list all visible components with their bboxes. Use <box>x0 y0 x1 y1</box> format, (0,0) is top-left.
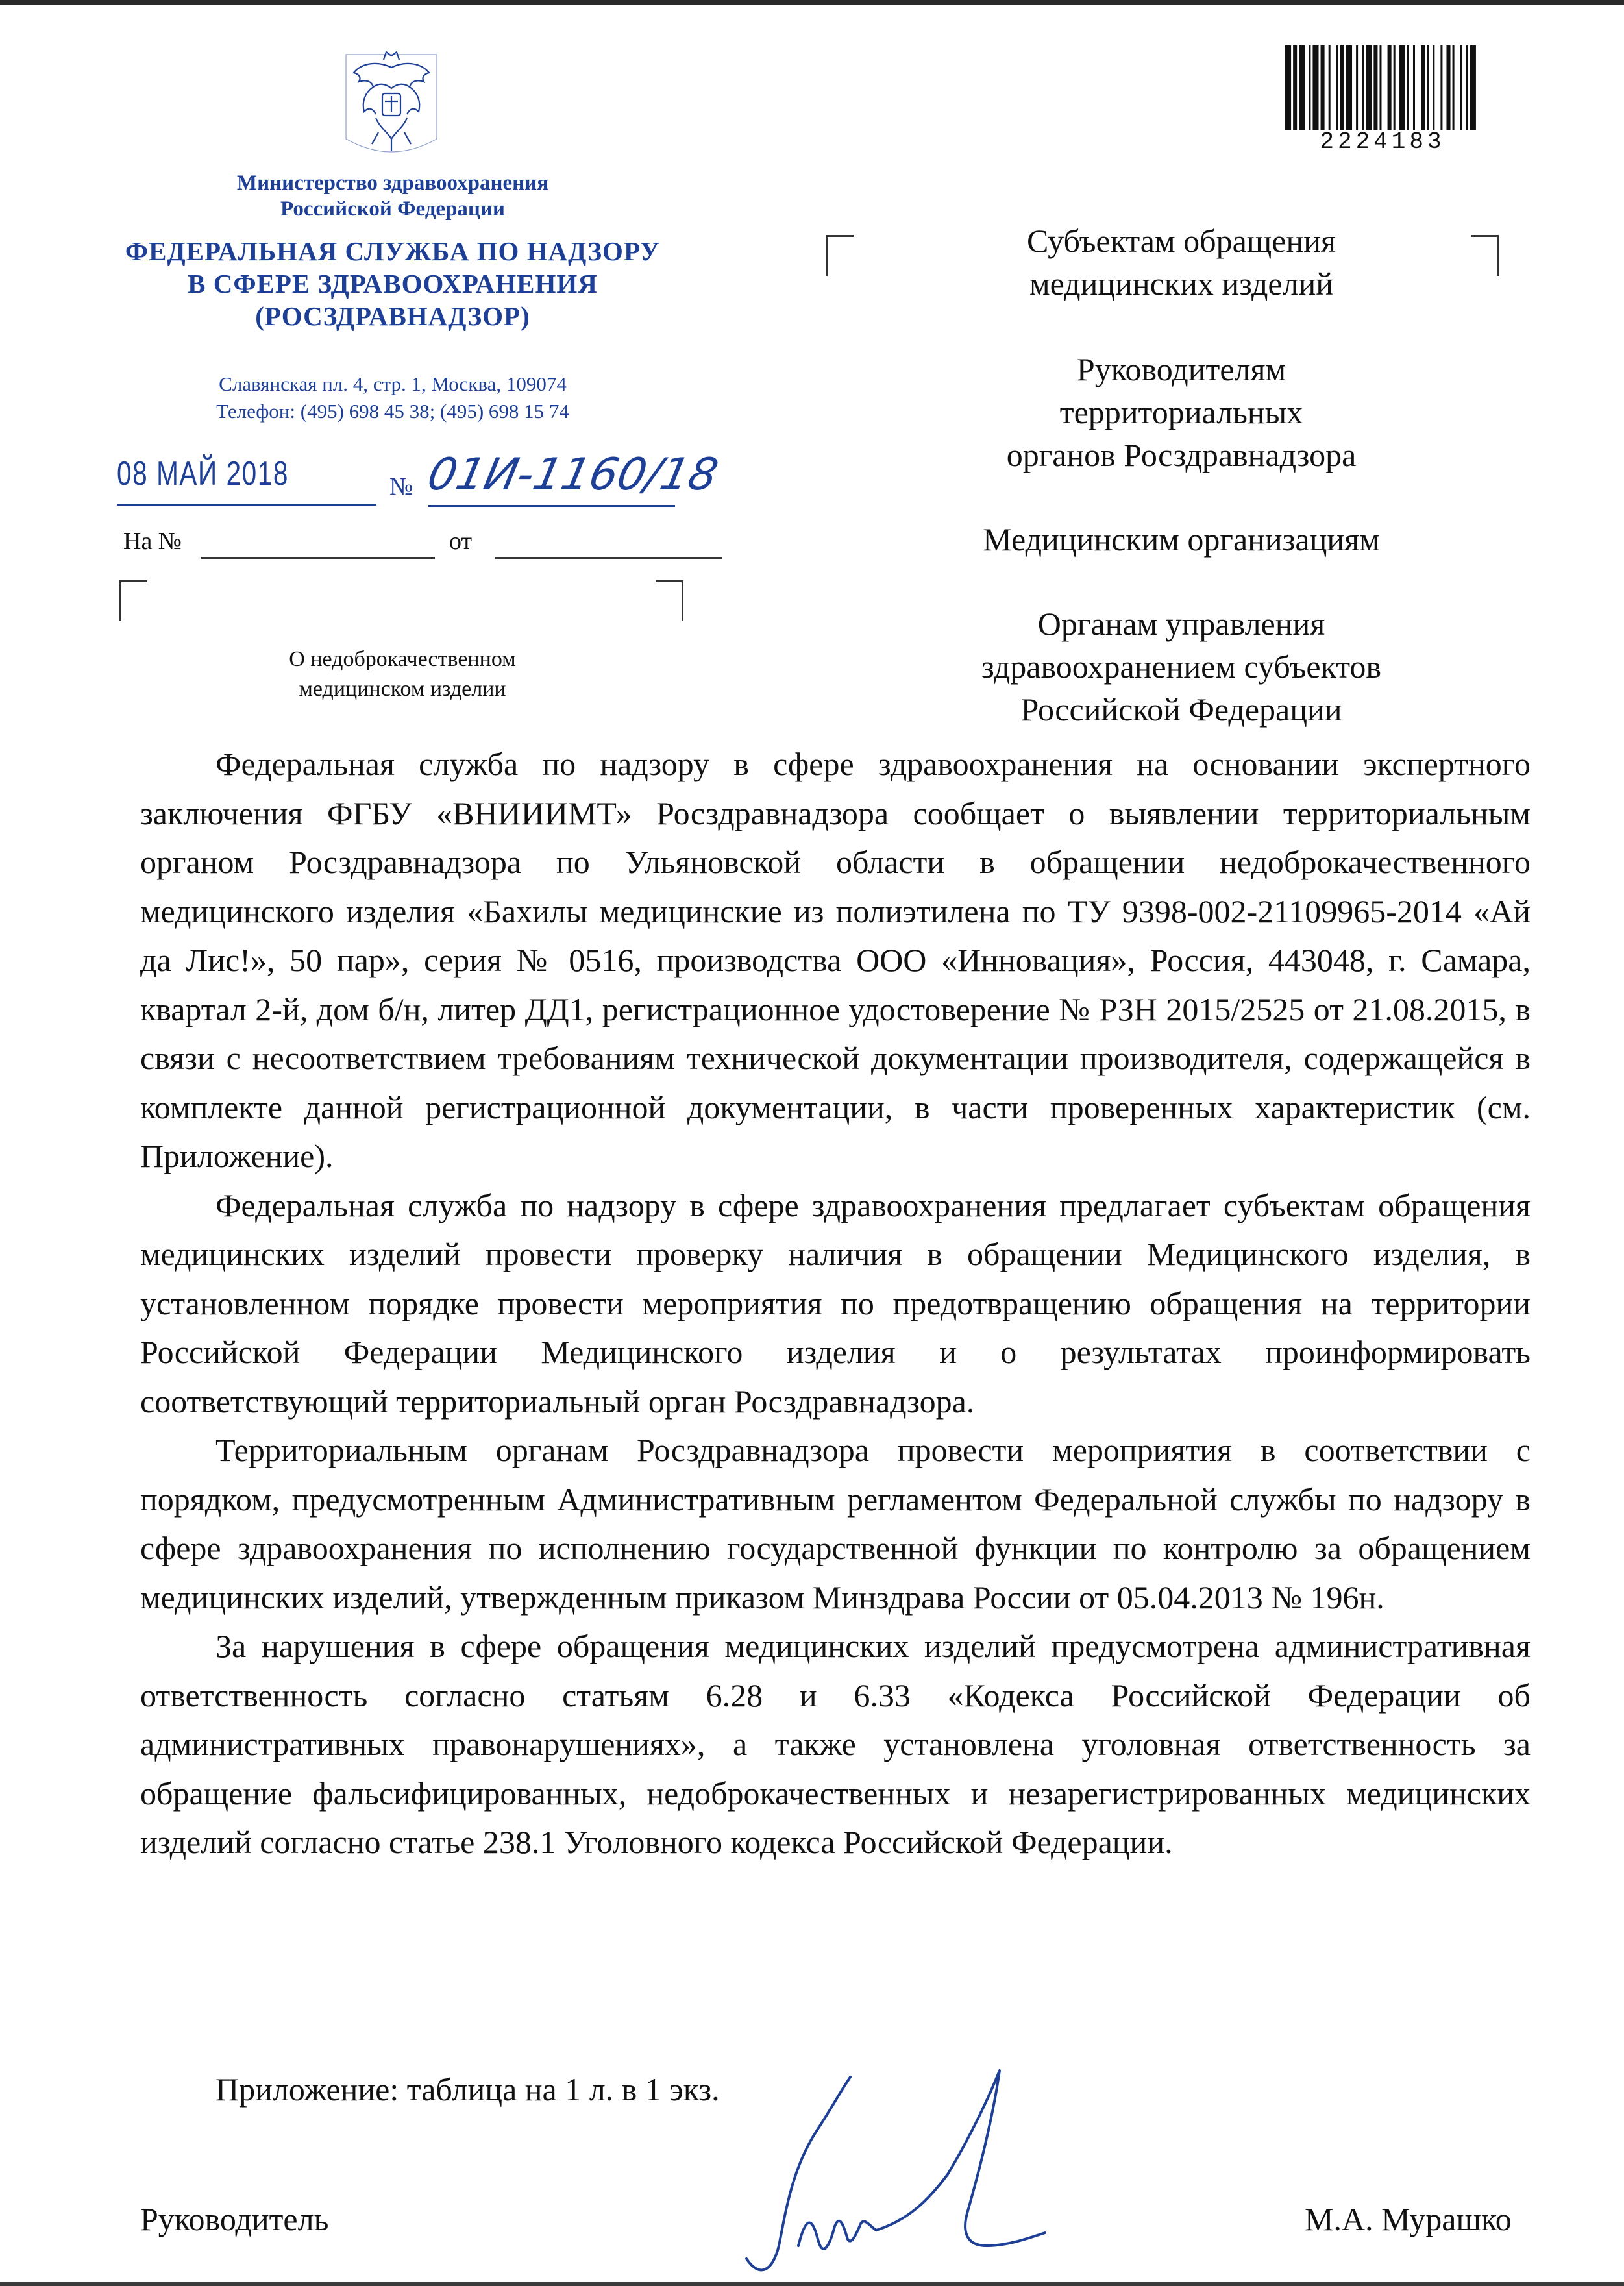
service-name-line-2: В СФЕРЕ ЗДРАВООХРАНЕНИЯ <box>188 269 598 299</box>
ref-date-underline <box>495 557 722 559</box>
barcode-bar <box>1394 45 1396 130</box>
registration-date-stamp: 08 МАЙ 2018 <box>117 455 289 493</box>
barcode-bar <box>1309 45 1310 130</box>
addressee-corner-right <box>1471 235 1499 276</box>
addressee-line: Руководителям <box>1076 351 1286 387</box>
barcode-bar <box>1470 45 1476 130</box>
barcode-bar <box>1466 45 1468 130</box>
ministry-name-line-2: Российской Федерации <box>280 197 505 221</box>
barcode-bar <box>1427 45 1429 130</box>
barcode-bar <box>1285 45 1291 130</box>
barcode-bar <box>1299 45 1305 130</box>
body-paragraph-1: Федеральная служба по надзору в сфере здравоохранения на основании экспертного заключения ФГБУ «ВНИИИМТ» Росздравнадзора сообщает о выявлении территориальным органом Росздравнадзора по Ульяновской области в обращении недоброкачественного медицинского изделия «Бахилы медицинские из полиэтилена по ТУ 9398-002-21109965-2014 «Ай да Лис!», 50 пар», серия № 0516, производства ООО «Инновация», Россия, 443048, г. Самара, квартал 2-й, дом б/н, литер ДД1, регистрационное удостоверение № РЗН 2015/2525 от 21.08.2015, в связи с несоответствием требованиям технической документации производителя, содержащейся в комплекте данной регистрационной документации, в части проверенных характеристик (см. Приложение). <box>140 746 1531 1174</box>
addressee-line: органов Росздравнадзора <box>1006 437 1357 473</box>
body-paragraph-3: Территориальным органам Росздравнадзора провести мероприятия в соответствии с порядком, предусмотренным Административным регламентом Федеральной службы по надзору в сфере здравоохранения по исполнению государственной функции по контролю за обращением медицинских изделий, утвержденным приказом Минздрава России от 05.04.2013 № 196н. <box>140 1432 1531 1616</box>
barcode-bar <box>1356 45 1358 130</box>
signer-title: Руководитель <box>140 2201 329 2237</box>
body-paragraph-4: За нарушения в сфере обращения медицинских изделий предусмотрена административная ответственность согласно статьям 6.28 и 6.33 «Кодекса Российской Федерации об административных правонарушениях», а также установлена уголовная ответственность за обращение фальсифицированных, недоброкачественных и незарегистрированных медицинских изделий согласно статье 238.1 Уголовного кодекса Российской Федерации. <box>140 1628 1531 1860</box>
letter-body <box>140 740 1531 1867</box>
barcode-bar <box>1321 45 1325 130</box>
handwritten-number <box>428 445 740 504</box>
scan-top-edge <box>0 0 1624 5</box>
barcode-bar <box>1453 45 1455 130</box>
ref-number-label: На № <box>123 528 182 555</box>
addressee-heads <box>909 348 1454 476</box>
ref-number-underline <box>201 557 435 559</box>
addressee-corner-left <box>826 235 854 276</box>
barcode-bar <box>1346 45 1352 130</box>
handwritten-signature <box>720 2051 1058 2285</box>
barcode-bar <box>1366 45 1372 130</box>
addressee-health-authorities <box>909 602 1454 731</box>
barcode-bar <box>1413 45 1415 130</box>
handwritten-number-text: 01И-1160/18 <box>428 449 723 500</box>
addressee-line: медицинских изделий <box>1029 265 1334 302</box>
barcode-bar <box>1433 45 1434 130</box>
addressee-line: Органам управления <box>1037 606 1325 642</box>
service-address: Славянская пл. 4, стр. 1, Москва, 109074 <box>219 373 567 395</box>
letter-subject-line-2: медицинском изделии <box>299 677 506 701</box>
barcode-bar <box>1440 45 1442 130</box>
barcode-bar <box>1373 45 1377 130</box>
ref-from-label: от <box>449 528 473 555</box>
addressee-medical-orgs <box>909 518 1454 561</box>
addressee-line: Медицинским организациям <box>983 521 1380 558</box>
letter-subject-line-1: О недоброкачественном <box>289 647 516 671</box>
date-underline <box>117 504 376 506</box>
barcode-bar <box>1340 45 1344 130</box>
addressee-subjects <box>909 219 1454 305</box>
barcode-bar <box>1362 45 1364 130</box>
addressee-line: Субъектам обращения <box>1027 223 1336 259</box>
scan-bottom-edge <box>0 2282 1624 2286</box>
service-name-line-1: ФЕДЕРАЛЬНАЯ СЛУЖБА ПО НАДЗОРУ <box>125 236 661 266</box>
service-name-line-3: (РОСЗДРАВНАДЗОР) <box>255 301 530 331</box>
barcode-bar <box>1399 45 1405 130</box>
signer-name: М.А. Мурашко <box>1305 2201 1512 2237</box>
barcode-bar <box>1329 45 1331 130</box>
barcode-bar <box>1446 45 1450 130</box>
barcode-bar <box>1312 45 1318 130</box>
document-barcode <box>1285 45 1480 130</box>
barcode-number: 2224183 <box>1320 129 1446 155</box>
barcode-bar <box>1379 45 1381 130</box>
barcode-bar <box>1407 45 1409 130</box>
coat-of-arms-emblem <box>339 42 443 158</box>
subject-corner-right <box>656 580 683 621</box>
subject-corner-left <box>119 580 147 621</box>
barcode-bar <box>1388 45 1392 130</box>
barcode-bar <box>1460 45 1462 130</box>
barcode-bar <box>1421 45 1425 130</box>
barcode-bar <box>1293 45 1297 130</box>
number-label: № <box>389 473 413 500</box>
attachment-note: Приложение: таблица на 1 л. в 1 экз. <box>215 2071 720 2108</box>
body-paragraph-2: Федеральная служба по надзору в сфере здравоохранения предлагает субъектам обращения медицинских изделий провести проверку наличия в обращении Медицинского изделия, в установленном порядке провести мероприятия по предотвращению обращения на территории Российской Федерации Медицинского изделия и о результатах проинформировать соответствующий территориальный орган Росздравнадзора. <box>140 1186 1531 1420</box>
addressee-line: территориальных <box>1059 394 1303 430</box>
addressee-line: здравоохранением субъектов <box>981 648 1382 685</box>
service-phone: Телефон: (495) 698 45 38; (495) 698 15 74 <box>216 400 569 423</box>
barcode-bar <box>1336 45 1338 130</box>
addressee-line: Российской Федерации <box>1020 691 1342 728</box>
ministry-name-line-1: Министерство здравоохранения <box>236 171 549 195</box>
number-underline <box>428 505 675 507</box>
